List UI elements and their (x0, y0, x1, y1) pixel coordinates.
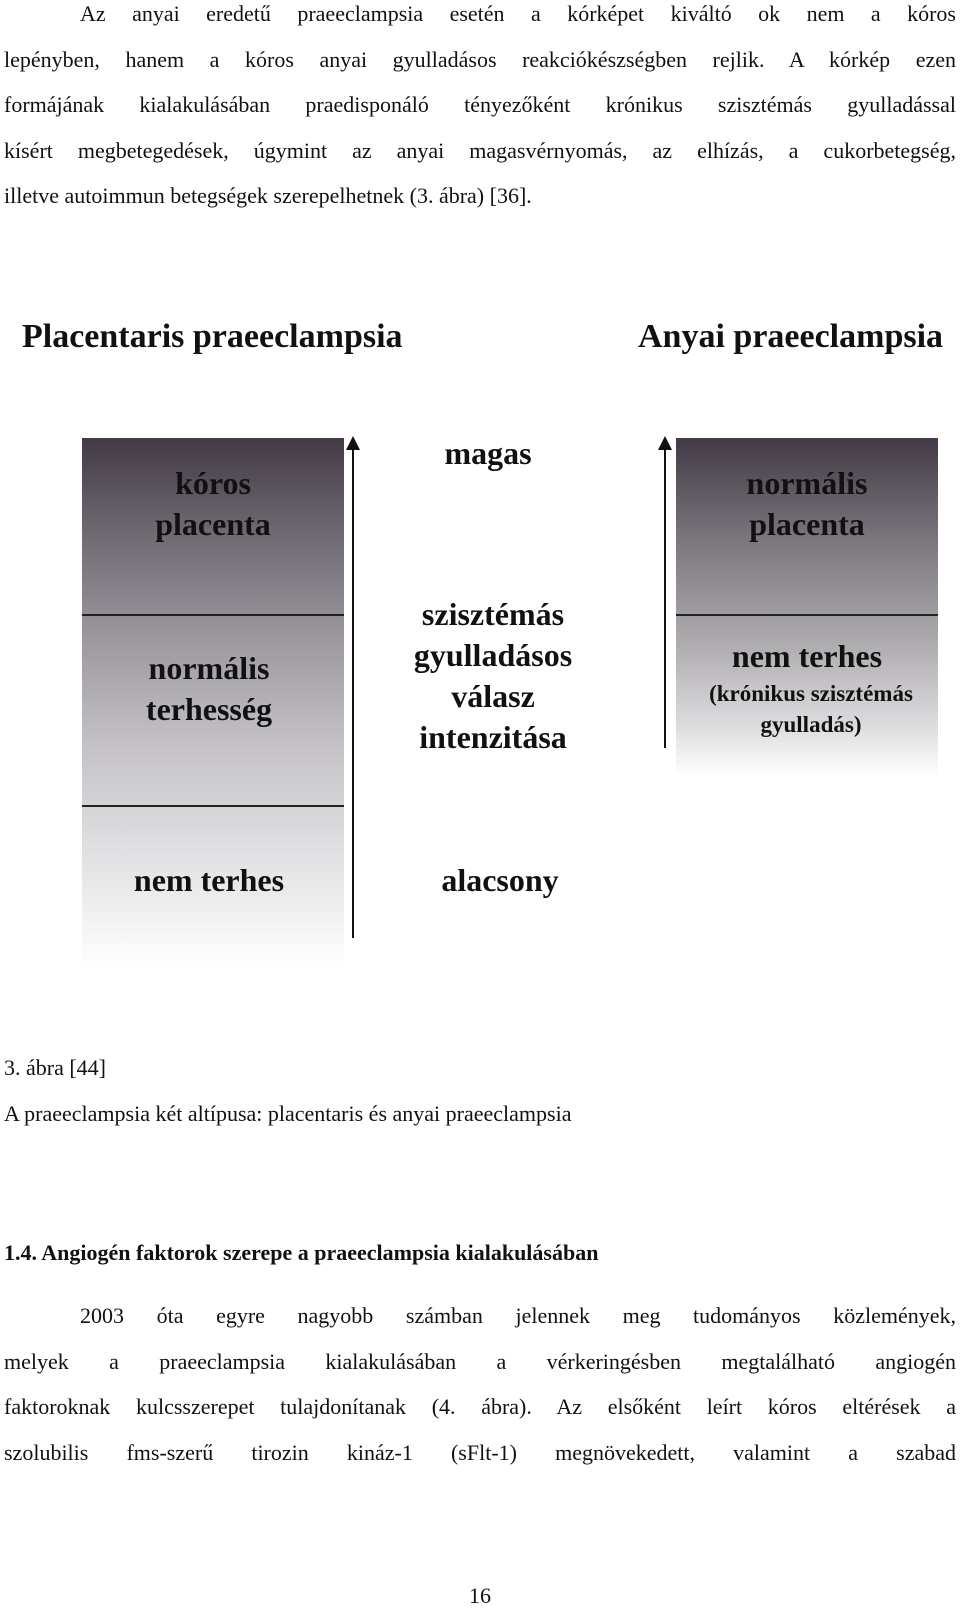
label-line: placenta (749, 506, 865, 542)
label-line: normális (746, 465, 868, 501)
paragraph-line: illetve autoimmun betegségek szerepelhetnek (3. ábra) [36]. (4, 183, 532, 208)
figure-title-right: Anyai praeeclampsia (638, 318, 944, 355)
label-line: válasz (451, 678, 535, 714)
paragraph-line: szolubilis fms-szerű tirozin kináz-1 (sFlt-1) megnövekedett, valamint a szabad (4, 1439, 956, 1465)
label-line: (krónikus szisztémás (709, 681, 913, 706)
paragraph-line: kísért megbetegedések, úgymint az anyai magasvérnyomás, az elhízás, a cukorbetegség, (4, 137, 956, 163)
left-top-label (82, 463, 344, 545)
label-line: gyulladásos (413, 637, 573, 673)
label-line: kóros (175, 465, 251, 501)
center-middle-label (388, 594, 598, 758)
label-line: normális (148, 650, 270, 686)
arrow-shaft (352, 448, 354, 938)
right-top-label (676, 463, 938, 545)
section-heading: 1.4. Angiogén faktorok szerepe a praeeclampsia kialakulásában (4, 1240, 599, 1265)
paragraph-line: faktoroknak kulcsszerepet tulajdonítanak (4. ábra). Az elsőként leírt kóros eltérések a (4, 1394, 956, 1419)
label-line: intenzitása (419, 719, 567, 755)
paragraph-line: 2003 óta egyre nagyobb számban jelennek meg tudományos közlemények, (80, 1303, 956, 1328)
page-number: 16 (469, 1583, 491, 1608)
center-bottom-label: alacsony (441, 862, 559, 898)
paragraph-line: formájának kialakulásában praedisponáló tényezőként krónikus szisztémás gyulladással (4, 92, 956, 117)
center-top-label: magas (444, 435, 532, 471)
left-divider-bottom (82, 805, 344, 807)
label-line: placenta (155, 506, 271, 542)
figure-title-left: Placentaris praeeclampsia (22, 318, 403, 355)
figure-caption-number: 3. ábra [44] (4, 1055, 107, 1080)
paragraph-line: lepényben, hanem a kóros anyai gyulladásos reakciókészségben rejlik. A kórkép ezen (4, 46, 956, 72)
left-divider-top (82, 614, 344, 616)
body-paragraph (4, 1293, 956, 1475)
arrow-shaft (664, 448, 666, 748)
right-middle-label: nem terhes (731, 638, 883, 674)
label-line: terhesség (145, 691, 273, 727)
left-middle-label (78, 648, 340, 730)
intro-paragraph (4, 0, 956, 219)
left-bottom-label: nem terhes (133, 862, 285, 898)
figure-caption-text: A praeeclampsia két altípusa: placentaris és anyai praeeclampsia (4, 1101, 572, 1126)
paragraph-line: Az anyai eredetű praeeclampsia esetén a kórképet kiváltó ok nem a kóros (80, 1, 956, 26)
right-middle-sublabel (680, 678, 942, 740)
paragraph-line: melyek a praeeclampsia kialakulásában a vérkeringésben megtalálható angiogén (4, 1348, 956, 1374)
label-line: gyulladás) (760, 712, 862, 737)
right-divider (676, 614, 938, 616)
label-line: szisztémás (421, 596, 565, 632)
